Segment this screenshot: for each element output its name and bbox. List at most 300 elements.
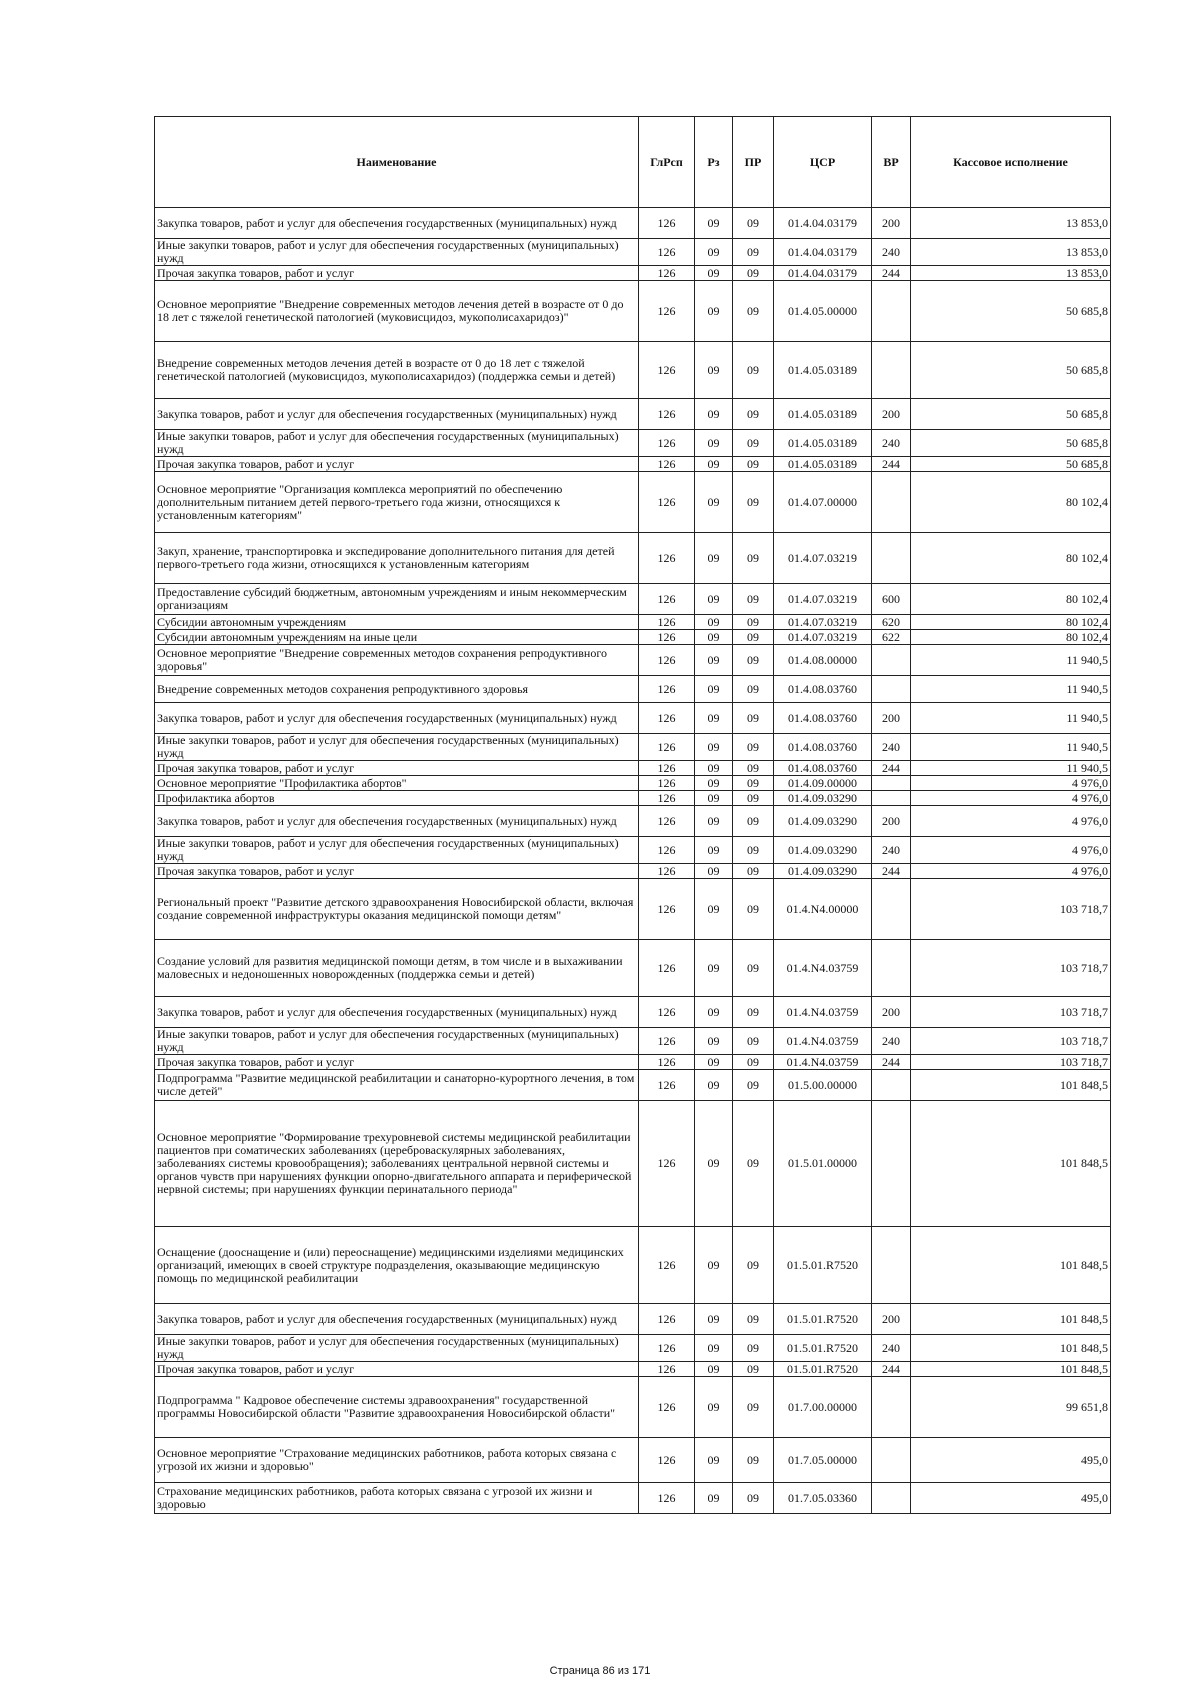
cell-name: Закупка товаров, работ и услуг для обеспечения государственных (муниципальных) нужд <box>155 399 639 430</box>
cell-vr <box>872 1070 911 1101</box>
cell-rz: 09 <box>695 864 733 879</box>
cell-name: Иные закупки товаров, работ и услуг для обеспечения государственных (муниципальных) нужд <box>155 430 639 457</box>
cell-vr <box>872 776 911 791</box>
cell-rz: 09 <box>695 472 733 533</box>
cell-rz: 09 <box>695 457 733 472</box>
cell-sum: 80 102,4 <box>911 533 1111 584</box>
cell-vr: 240 <box>872 734 911 761</box>
cell-grp: 126 <box>639 703 695 734</box>
cell-pr: 09 <box>733 776 774 791</box>
cell-vr <box>872 676 911 703</box>
cell-sum: 101 848,5 <box>911 1101 1111 1227</box>
cell-grp: 126 <box>639 266 695 281</box>
cell-rz: 09 <box>695 734 733 761</box>
cell-rz: 09 <box>695 239 733 266</box>
cell-sum: 50 685,8 <box>911 457 1111 472</box>
header-vr: ВР <box>872 117 911 208</box>
cell-rz: 09 <box>695 791 733 806</box>
cell-name: Создание условий для развития медицинской помощи детям, в том числе и в выхаживании маловесных и недоношенных новорожденных (поддержка семьи и детей) <box>155 940 639 997</box>
cell-rz: 09 <box>695 645 733 676</box>
cell-csr: 01.4.08.03760 <box>774 734 872 761</box>
cell-grp: 126 <box>639 630 695 645</box>
cell-rz: 09 <box>695 703 733 734</box>
cell-name: Иные закупки товаров, работ и услуг для обеспечения государственных (муниципальных) нужд <box>155 734 639 761</box>
cell-name: Прочая закупка товаров, работ и услуг <box>155 457 639 472</box>
cell-pr: 09 <box>733 430 774 457</box>
table-row <box>155 676 1111 703</box>
header-sum: Кассовое исполнение <box>911 117 1111 208</box>
cell-pr: 09 <box>733 239 774 266</box>
cell-rz: 09 <box>695 1055 733 1070</box>
cell-csr: 01.4.07.00000 <box>774 472 872 533</box>
cell-vr: 200 <box>872 1304 911 1335</box>
cell-csr: 01.7.00.00000 <box>774 1377 872 1438</box>
cell-grp: 126 <box>639 1377 695 1438</box>
cell-sum: 103 718,7 <box>911 940 1111 997</box>
cell-pr: 09 <box>733 630 774 645</box>
cell-vr: 240 <box>872 1335 911 1362</box>
cell-vr: 244 <box>872 761 911 776</box>
cell-rz: 09 <box>695 940 733 997</box>
cell-vr: 240 <box>872 239 911 266</box>
table-row <box>155 1438 1111 1483</box>
header-csr: ЦСР <box>774 117 872 208</box>
cell-rz: 09 <box>695 997 733 1028</box>
table-row <box>155 645 1111 676</box>
table-row <box>155 430 1111 457</box>
cell-grp: 126 <box>639 615 695 630</box>
cell-pr: 09 <box>733 584 774 615</box>
cell-pr: 09 <box>733 281 774 342</box>
table-row <box>155 1304 1111 1335</box>
cell-name: Внедрение современных методов лечения детей в возрасте от 0 до 18 лет с тяжелой генетической патологией (муковисцидоз, мукополисахаридоз) (поддержка семьи и детей) <box>155 342 639 399</box>
cell-rz: 09 <box>695 806 733 837</box>
cell-vr: 244 <box>872 266 911 281</box>
cell-pr: 09 <box>733 940 774 997</box>
cell-pr: 09 <box>733 457 774 472</box>
cell-name: Прочая закупка товаров, работ и услуг <box>155 864 639 879</box>
table-row <box>155 1377 1111 1438</box>
cell-csr: 01.7.05.03360 <box>774 1483 872 1514</box>
table-row <box>155 1335 1111 1362</box>
cell-pr: 09 <box>733 806 774 837</box>
cell-grp: 126 <box>639 208 695 239</box>
cell-sum: 50 685,8 <box>911 430 1111 457</box>
cell-rz: 09 <box>695 281 733 342</box>
table-row <box>155 1483 1111 1514</box>
cell-rz: 09 <box>695 430 733 457</box>
cell-sum: 495,0 <box>911 1483 1111 1514</box>
table-row <box>155 1070 1111 1101</box>
cell-name: Основное мероприятие "Внедрение современных методов лечения детей в возрасте от 0 до 18 лет с тяжелой генетической патологией (муковисцидоз, мукополисахаридоз)" <box>155 281 639 342</box>
cell-grp: 126 <box>639 399 695 430</box>
cell-vr <box>872 1438 911 1483</box>
table-row <box>155 533 1111 584</box>
cell-vr <box>872 1101 911 1227</box>
cell-pr: 09 <box>733 645 774 676</box>
cell-csr: 01.4.N4.03759 <box>774 997 872 1028</box>
cell-name: Иные закупки товаров, работ и услуг для обеспечения государственных (муниципальных) нужд <box>155 1335 639 1362</box>
table-row <box>155 472 1111 533</box>
cell-pr: 09 <box>733 533 774 584</box>
cell-pr: 09 <box>733 864 774 879</box>
cell-pr: 09 <box>733 266 774 281</box>
cell-sum: 50 685,8 <box>911 399 1111 430</box>
cell-vr: 600 <box>872 584 911 615</box>
cell-pr: 09 <box>733 997 774 1028</box>
cell-sum: 103 718,7 <box>911 879 1111 940</box>
cell-vr <box>872 1483 911 1514</box>
cell-grp: 126 <box>639 472 695 533</box>
cell-grp: 126 <box>639 281 695 342</box>
cell-csr: 01.5.01.00000 <box>774 1101 872 1227</box>
cell-grp: 126 <box>639 776 695 791</box>
cell-vr: 200 <box>872 997 911 1028</box>
cell-name: Прочая закупка товаров, работ и услуг <box>155 1362 639 1377</box>
cell-vr: 244 <box>872 1362 911 1377</box>
cell-sum: 99 651,8 <box>911 1377 1111 1438</box>
budget-execution-table <box>154 116 1111 1514</box>
cell-csr: 01.4.N4.03759 <box>774 1028 872 1055</box>
cell-pr: 09 <box>733 676 774 703</box>
cell-sum: 80 102,4 <box>911 472 1111 533</box>
cell-rz: 09 <box>695 1335 733 1362</box>
header-name: Наименование <box>155 117 639 208</box>
cell-grp: 126 <box>639 761 695 776</box>
cell-pr: 09 <box>733 1101 774 1227</box>
cell-vr <box>872 940 911 997</box>
cell-name: Основное мероприятие "Внедрение современных методов сохранения репродуктивного здоровья" <box>155 645 639 676</box>
cell-name: Закупка товаров, работ и услуг для обеспечения государственных (муниципальных) нужд <box>155 703 639 734</box>
cell-pr: 09 <box>733 472 774 533</box>
cell-sum: 13 853,0 <box>911 266 1111 281</box>
cell-pr: 09 <box>733 703 774 734</box>
cell-vr: 244 <box>872 864 911 879</box>
cell-name: Подпрограмма "Развитие медицинской реабилитации и санаторно-курортного лечения, в том числе детей" <box>155 1070 639 1101</box>
table-row <box>155 281 1111 342</box>
cell-vr: 244 <box>872 457 911 472</box>
cell-sum: 101 848,5 <box>911 1227 1111 1304</box>
cell-pr: 09 <box>733 342 774 399</box>
cell-grp: 126 <box>639 645 695 676</box>
cell-name: Иные закупки товаров, работ и услуг для обеспечения государственных (муниципальных) нужд <box>155 837 639 864</box>
table-row <box>155 239 1111 266</box>
table-row <box>155 457 1111 472</box>
cell-csr: 01.5.00.00000 <box>774 1070 872 1101</box>
cell-grp: 126 <box>639 837 695 864</box>
cell-vr <box>872 1377 911 1438</box>
cell-sum: 80 102,4 <box>911 584 1111 615</box>
cell-name: Профилактика абортов <box>155 791 639 806</box>
cell-rz: 09 <box>695 1070 733 1101</box>
cell-csr: 01.5.01.R7520 <box>774 1335 872 1362</box>
cell-sum: 103 718,7 <box>911 997 1111 1028</box>
cell-csr: 01.7.05.00000 <box>774 1438 872 1483</box>
cell-csr: 01.5.01.R7520 <box>774 1362 872 1377</box>
cell-name: Основное мероприятие "Профилактика абортов" <box>155 776 639 791</box>
table-row <box>155 1101 1111 1227</box>
table-row <box>155 806 1111 837</box>
cell-name: Субсидии автономным учреждениям на иные цели <box>155 630 639 645</box>
cell-csr: 01.4.09.03290 <box>774 837 872 864</box>
cell-rz: 09 <box>695 1028 733 1055</box>
cell-csr: 01.4.N4.00000 <box>774 879 872 940</box>
cell-pr: 09 <box>733 615 774 630</box>
header-grp: ГлРсп <box>639 117 695 208</box>
cell-rz: 09 <box>695 615 733 630</box>
cell-grp: 126 <box>639 676 695 703</box>
table-row <box>155 837 1111 864</box>
cell-sum: 103 718,7 <box>911 1055 1111 1070</box>
page-number: Страница 86 из 171 <box>549 1665 651 1677</box>
cell-pr: 09 <box>733 734 774 761</box>
table-row <box>155 734 1111 761</box>
cell-pr: 09 <box>733 399 774 430</box>
table-row <box>155 615 1111 630</box>
cell-name: Предоставление субсидий бюджетным, автономным учреждениям и иным некоммерческим организациям <box>155 584 639 615</box>
cell-vr <box>872 1227 911 1304</box>
cell-vr: 244 <box>872 1055 911 1070</box>
cell-pr: 09 <box>733 791 774 806</box>
cell-name: Основное мероприятие "Формирование трехуровневой системы медицинской реабилитации пациентов при соматических заболеваниях (цереброваскулярных заболеваниях, заболеваниях системы кровообращения); заболеваниях центральной нервной системы и органов чувств при нарушениях функции опорно-двигательного аппарата и периферической нервной системы; при нарушениях функции перинатального периода" <box>155 1101 639 1227</box>
header-rz: Рз <box>695 117 733 208</box>
cell-csr: 01.4.08.03760 <box>774 761 872 776</box>
table-row <box>155 703 1111 734</box>
cell-csr: 01.4.09.03290 <box>774 806 872 837</box>
cell-name: Закупка товаров, работ и услуг для обеспечения государственных (муниципальных) нужд <box>155 1304 639 1335</box>
cell-vr <box>872 472 911 533</box>
cell-sum: 11 940,5 <box>911 703 1111 734</box>
cell-name: Субсидии автономным учреждениям <box>155 615 639 630</box>
cell-vr: 240 <box>872 430 911 457</box>
cell-sum: 4 976,0 <box>911 776 1111 791</box>
cell-vr: 622 <box>872 630 911 645</box>
cell-grp: 126 <box>639 940 695 997</box>
cell-rz: 09 <box>695 1438 733 1483</box>
cell-rz: 09 <box>695 1304 733 1335</box>
cell-rz: 09 <box>695 837 733 864</box>
cell-grp: 126 <box>639 1335 695 1362</box>
cell-csr: 01.4.05.00000 <box>774 281 872 342</box>
table-row <box>155 940 1111 997</box>
cell-name: Подпрограмма " Кадровое обеспечение системы здравоохранения" государственной программы Новосибирской области "Развитие здравоохранения Новосибирской области" <box>155 1377 639 1438</box>
cell-grp: 126 <box>639 997 695 1028</box>
cell-grp: 126 <box>639 1101 695 1227</box>
cell-vr <box>872 645 911 676</box>
table-row <box>155 342 1111 399</box>
table-row <box>155 879 1111 940</box>
cell-csr: 01.4.N4.03759 <box>774 940 872 997</box>
cell-sum: 50 685,8 <box>911 281 1111 342</box>
cell-rz: 09 <box>695 584 733 615</box>
cell-grp: 126 <box>639 239 695 266</box>
cell-sum: 101 848,5 <box>911 1335 1111 1362</box>
cell-csr: 01.4.08.03760 <box>774 703 872 734</box>
table-row <box>155 266 1111 281</box>
cell-rz: 09 <box>695 399 733 430</box>
cell-name: Прочая закупка товаров, работ и услуг <box>155 266 639 281</box>
cell-pr: 09 <box>733 1438 774 1483</box>
cell-rz: 09 <box>695 266 733 281</box>
cell-pr: 09 <box>733 1055 774 1070</box>
cell-name: Закуп, хранение, транспортировка и экспедирование дополнительного питания для детей первого-третьего года жизни, относящихся к установленным категориям <box>155 533 639 584</box>
cell-csr: 01.4.04.03179 <box>774 208 872 239</box>
cell-rz: 09 <box>695 1227 733 1304</box>
table-row <box>155 776 1111 791</box>
cell-name: Основное мероприятие "Страхование медицинских работников, работа которых связана с угрозой их жизни и здоровью" <box>155 1438 639 1483</box>
table-row <box>155 584 1111 615</box>
cell-pr: 09 <box>733 1028 774 1055</box>
cell-name: Закупка товаров, работ и услуг для обеспечения государственных (муниципальных) нужд <box>155 997 639 1028</box>
header-pr: ПР <box>733 117 774 208</box>
cell-sum: 103 718,7 <box>911 1028 1111 1055</box>
cell-pr: 09 <box>733 1377 774 1438</box>
cell-sum: 4 976,0 <box>911 806 1111 837</box>
table-body <box>155 208 1111 1514</box>
cell-name: Закупка товаров, работ и услуг для обеспечения государственных (муниципальных) нужд <box>155 208 639 239</box>
cell-sum: 4 976,0 <box>911 837 1111 864</box>
cell-sum: 4 976,0 <box>911 864 1111 879</box>
cell-vr: 240 <box>872 1028 911 1055</box>
cell-vr: 200 <box>872 703 911 734</box>
cell-pr: 09 <box>733 1070 774 1101</box>
cell-vr: 200 <box>872 806 911 837</box>
cell-csr: 01.4.07.03219 <box>774 630 872 645</box>
cell-sum: 80 102,4 <box>911 615 1111 630</box>
cell-pr: 09 <box>733 879 774 940</box>
cell-pr: 09 <box>733 1227 774 1304</box>
cell-name: Иные закупки товаров, работ и услуг для обеспечения государственных (муниципальных) нужд <box>155 239 639 266</box>
cell-grp: 126 <box>639 430 695 457</box>
cell-sum: 4 976,0 <box>911 791 1111 806</box>
cell-csr: 01.4.09.03290 <box>774 791 872 806</box>
cell-vr <box>872 281 911 342</box>
cell-sum: 101 848,5 <box>911 1362 1111 1377</box>
cell-rz: 09 <box>695 1483 733 1514</box>
cell-rz: 09 <box>695 342 733 399</box>
cell-rz: 09 <box>695 1101 733 1227</box>
cell-vr <box>872 879 911 940</box>
cell-name: Прочая закупка товаров, работ и услуг <box>155 761 639 776</box>
cell-sum: 101 848,5 <box>911 1070 1111 1101</box>
table-row <box>155 864 1111 879</box>
cell-vr: 200 <box>872 208 911 239</box>
cell-name: Основное мероприятие "Организация комплекса мероприятий по обеспечению дополнительным питанием детей первого-третьего года жизни, относящихся к установленным категориям" <box>155 472 639 533</box>
table-row <box>155 208 1111 239</box>
cell-csr: 01.4.08.03760 <box>774 676 872 703</box>
cell-csr: 01.4.05.03189 <box>774 457 872 472</box>
cell-csr: 01.4.07.03219 <box>774 533 872 584</box>
table-row <box>155 1055 1111 1070</box>
table-row <box>155 1362 1111 1377</box>
cell-csr: 01.4.08.00000 <box>774 645 872 676</box>
cell-grp: 126 <box>639 1483 695 1514</box>
cell-csr: 01.4.07.03219 <box>774 584 872 615</box>
cell-grp: 126 <box>639 879 695 940</box>
table-row <box>155 997 1111 1028</box>
cell-rz: 09 <box>695 761 733 776</box>
cell-sum: 11 940,5 <box>911 676 1111 703</box>
cell-rz: 09 <box>695 676 733 703</box>
cell-pr: 09 <box>733 837 774 864</box>
cell-name: Закупка товаров, работ и услуг для обеспечения государственных (муниципальных) нужд <box>155 806 639 837</box>
cell-name: Иные закупки товаров, работ и услуг для обеспечения государственных (муниципальных) нужд <box>155 1028 639 1055</box>
cell-rz: 09 <box>695 879 733 940</box>
cell-csr: 01.4.07.03219 <box>774 615 872 630</box>
cell-csr: 01.4.09.03290 <box>774 864 872 879</box>
cell-name: Прочая закупка товаров, работ и услуг <box>155 1055 639 1070</box>
cell-grp: 126 <box>639 584 695 615</box>
cell-grp: 126 <box>639 1055 695 1070</box>
cell-grp: 126 <box>639 791 695 806</box>
cell-pr: 09 <box>733 1483 774 1514</box>
cell-grp: 126 <box>639 533 695 584</box>
cell-grp: 126 <box>639 457 695 472</box>
table-row <box>155 399 1111 430</box>
cell-grp: 126 <box>639 864 695 879</box>
table-header-row <box>155 117 1111 208</box>
cell-pr: 09 <box>733 1335 774 1362</box>
cell-csr: 01.4.05.03189 <box>774 430 872 457</box>
cell-pr: 09 <box>733 1362 774 1377</box>
cell-vr: 200 <box>872 399 911 430</box>
cell-name: Региональный проект "Развитие детского здравоохранения Новосибирской области, включая создание современной инфраструктуры оказания медицинской помощи детям" <box>155 879 639 940</box>
cell-sum: 11 940,5 <box>911 734 1111 761</box>
table-row <box>155 791 1111 806</box>
table-row <box>155 1227 1111 1304</box>
cell-sum: 11 940,5 <box>911 645 1111 676</box>
table-row <box>155 630 1111 645</box>
cell-vr <box>872 342 911 399</box>
table-row <box>155 1028 1111 1055</box>
cell-grp: 126 <box>639 1227 695 1304</box>
cell-grp: 126 <box>639 1304 695 1335</box>
cell-csr: 01.4.05.03189 <box>774 399 872 430</box>
cell-vr: 240 <box>872 837 911 864</box>
cell-grp: 126 <box>639 1362 695 1377</box>
cell-name: Оснащение (дооснащение и (или) переоснащение) медицинскими изделиями медицинских организаций, имеющих в своей структуре подразделения, оказывающие медицинскую помощь по медицинской реабилитации <box>155 1227 639 1304</box>
cell-grp: 126 <box>639 806 695 837</box>
cell-rz: 09 <box>695 533 733 584</box>
cell-rz: 09 <box>695 776 733 791</box>
cell-csr: 01.4.04.03179 <box>774 239 872 266</box>
cell-grp: 126 <box>639 342 695 399</box>
cell-sum: 80 102,4 <box>911 630 1111 645</box>
cell-grp: 126 <box>639 734 695 761</box>
cell-csr: 01.5.01.R7520 <box>774 1304 872 1335</box>
cell-name: Внедрение современных методов сохранения репродуктивного здоровья <box>155 676 639 703</box>
cell-pr: 09 <box>733 761 774 776</box>
cell-vr: 620 <box>872 615 911 630</box>
cell-csr: 01.5.01.R7520 <box>774 1227 872 1304</box>
cell-csr: 01.4.04.03179 <box>774 266 872 281</box>
cell-grp: 126 <box>639 1070 695 1101</box>
cell-sum: 50 685,8 <box>911 342 1111 399</box>
cell-pr: 09 <box>733 208 774 239</box>
cell-rz: 09 <box>695 630 733 645</box>
cell-csr: 01.4.09.00000 <box>774 776 872 791</box>
cell-csr: 01.4.05.03189 <box>774 342 872 399</box>
cell-sum: 11 940,5 <box>911 761 1111 776</box>
cell-sum: 13 853,0 <box>911 208 1111 239</box>
cell-sum: 101 848,5 <box>911 1304 1111 1335</box>
cell-name: Страхование медицинских работников, работа которых связана с угрозой их жизни и здоровью <box>155 1483 639 1514</box>
cell-pr: 09 <box>733 1304 774 1335</box>
cell-grp: 126 <box>639 1438 695 1483</box>
cell-grp: 126 <box>639 1028 695 1055</box>
cell-rz: 09 <box>695 1377 733 1438</box>
cell-vr <box>872 791 911 806</box>
